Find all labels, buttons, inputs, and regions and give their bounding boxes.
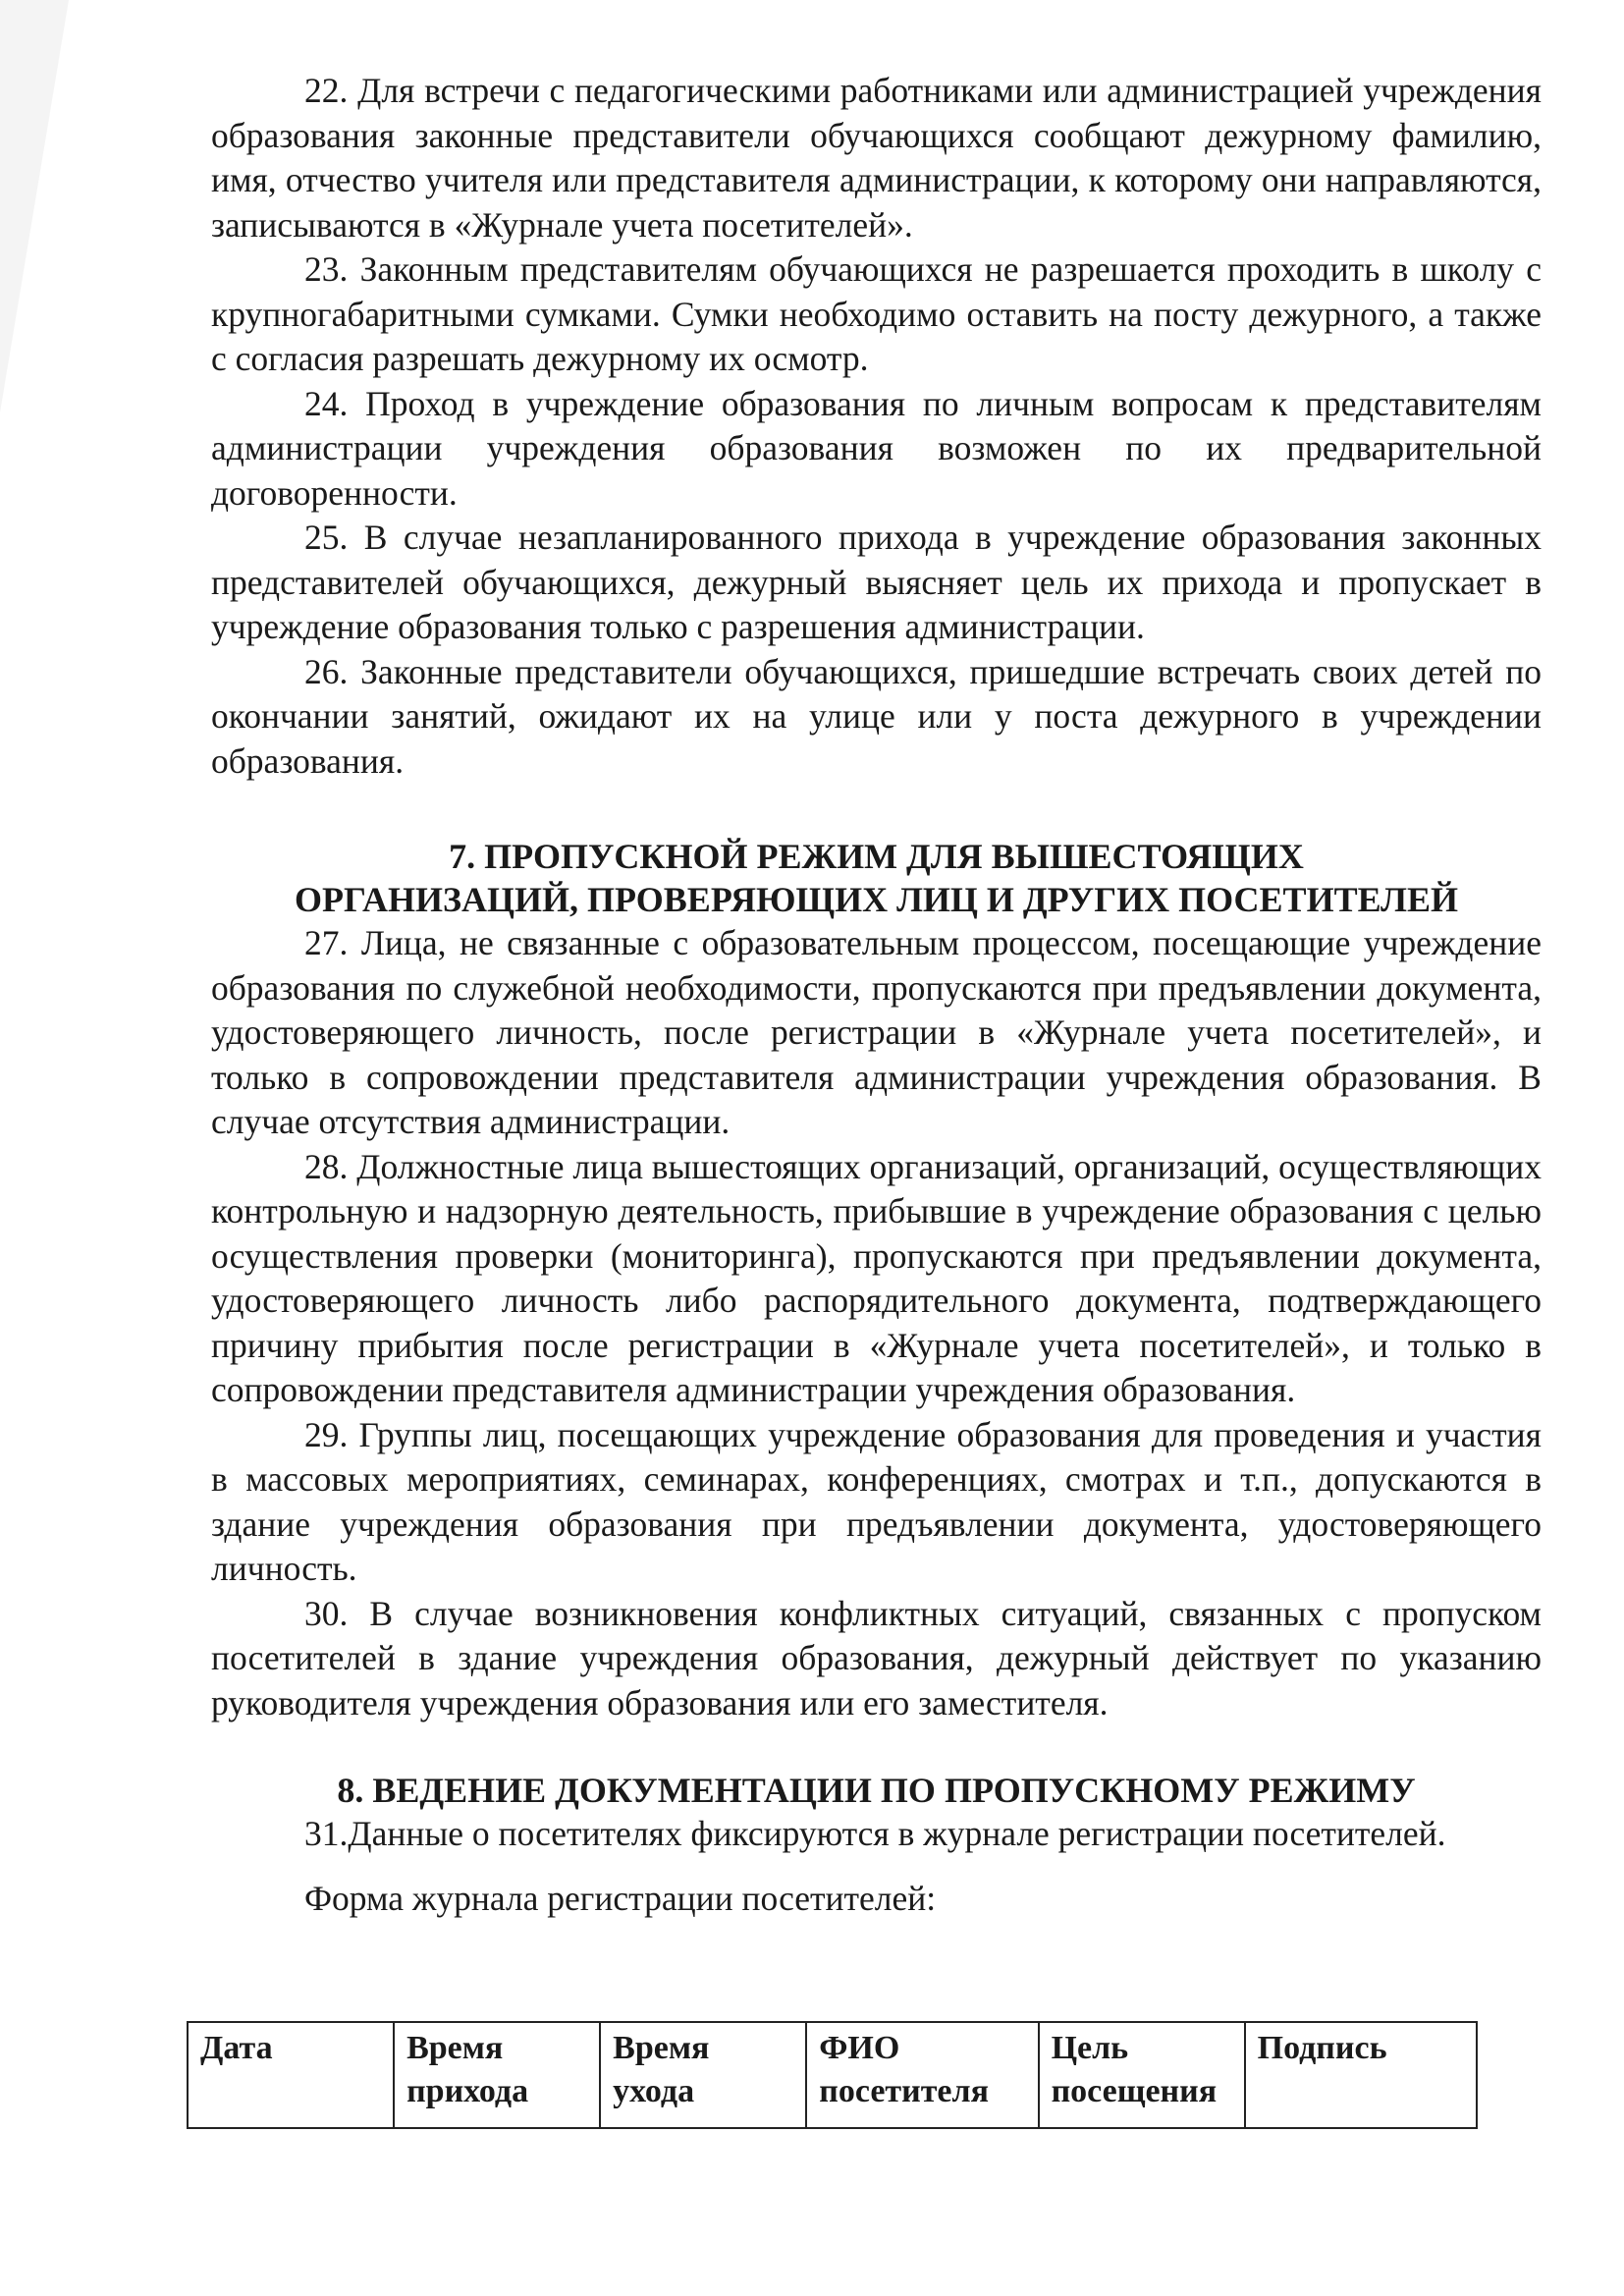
header-cell-line: посетителя: [819, 2073, 989, 2109]
header-cell-line: посещения: [1051, 2073, 1218, 2109]
header-cell-visit-purpose: [1039, 2022, 1245, 2128]
section-7-heading-line-2: ОРГАНИЗАЦИЙ, ПРОВЕРЯЮЩИХ ЛИЦ И ДРУГИХ ПОСЕТИТЕЛЕЙ: [295, 880, 1458, 919]
paragraph-22: 22. Для встречи с педагогическими работниками или администрацией учреждения образования законные представители обучающихся сообщают дежурному фамилию, имя, отчество учителя или представителя администрации, к которому они направляются, записываются в «Журнале учета посетителей».: [211, 71, 1542, 245]
journal-form-label: Форма журнала регистрации посетителей:: [304, 1878, 937, 1918]
paragraph-27: 27. Лица, не связанные с образовательным процессом, посещающие учреждение образования по служебной необходимости, пропускаются при предъявлении документа, удостоверяющего личность, после регистрации в «Журнале учета посетителей», и только в сопровождении представителя администрации учреждения образования. В случае отсутствия администрации.: [211, 923, 1542, 1141]
section-7: [211, 835, 1542, 1725]
header-cell-date: [188, 2022, 394, 2128]
section-8: [211, 1769, 1542, 1921]
paragraph-26: 26. Законные представители обучающихся, пришедшие встречать своих детей по окончании занятий, ожидают их на улице или у поста дежурного в учреждении образования.: [211, 651, 1542, 781]
header-cell-line: ФИО: [819, 2030, 900, 2066]
header-cell-arrival-time: [394, 2022, 600, 2128]
paragraph-29: 29. Группы лиц, посещающих учреждение образования для проведения и участия в массовых мероприятиях, семинарах, конференциях, смотрах и т.п., допускаются в здание учреждения образования при предъявлении документа, удостоверяющего личность.: [211, 1414, 1542, 1588]
paragraph-24: 24. Проход в учреждение образования по личным вопросам к представителям администрации учреждения образования возможен по их предварительной договоренности.: [211, 383, 1542, 513]
document-page: [211, 69, 1542, 1921]
header-cell-visitor-name: [806, 2022, 1038, 2128]
paragraph-31: 31.Данные о посетителях фиксируются в журнале регистрации посетителей.: [304, 1814, 1446, 1853]
header-cell-line: Цель: [1051, 2030, 1129, 2066]
header-cell-line: Время: [613, 2030, 710, 2066]
header-cell-line: Дата: [200, 2030, 273, 2066]
header-cell-line: Время: [406, 2030, 504, 2066]
paragraph-30: 30. В случае возникновения конфликтных ситуаций, связанных с пропуском посетителей в здание учреждения образования, дежурный действует по указанию руководителя учреждения образования или его заместителя.: [211, 1593, 1542, 1722]
paragraph-28: 28. Должностные лица вышестоящих организаций, организаций, осуществляющих контрольную и надзорную деятельность, прибывшие в учреждение образования с целью осуществления проверки (мониторинга), пропускаются при предъявлении документа, удостоверяющего личность либо распорядительного документа, подтверждающего причину прибытия после регистрации в «Журнале учета посетителей», и только в сопровождении представителя администрации учреждения образования.: [211, 1146, 1543, 1409]
section-8-heading: 8. ВЕДЕНИЕ ДОКУМЕНТАЦИИ ПО ПРОПУСКНОМУ РЕЖИМУ: [337, 1771, 1416, 1810]
paragraph-23: 23. Законным представителям обучающихся не разрешается проходить в школу с крупногабаритными сумками. Сумки необходимо оставить на посту дежурного, а также с согласия разрешать дежурному их осмотр.: [211, 249, 1542, 378]
header-cell-line: Подпись: [1257, 2030, 1387, 2066]
header-cell-signature: [1245, 2022, 1477, 2128]
section-7-heading-line-1: 7. ПРОПУСКНОЙ РЕЖИМ ДЛЯ ВЫШЕСТОЯЩИХ: [449, 837, 1304, 876]
visitor-journal-table: [187, 2021, 1478, 2129]
paper-fold-shadow: [0, 0, 69, 412]
header-cell-line: прихода: [406, 2073, 529, 2109]
table-header-row: [188, 2022, 1477, 2128]
header-cell-departure-time: [600, 2022, 806, 2128]
header-cell-line: ухода: [613, 2073, 695, 2109]
paragraph-25: 25. В случае незапланированного прихода в учреждение образования законных представителей обучающихся, дежурный выясняет цель их прихода и пропускает в учреждение образования только с разрешения администрации.: [211, 518, 1542, 646]
